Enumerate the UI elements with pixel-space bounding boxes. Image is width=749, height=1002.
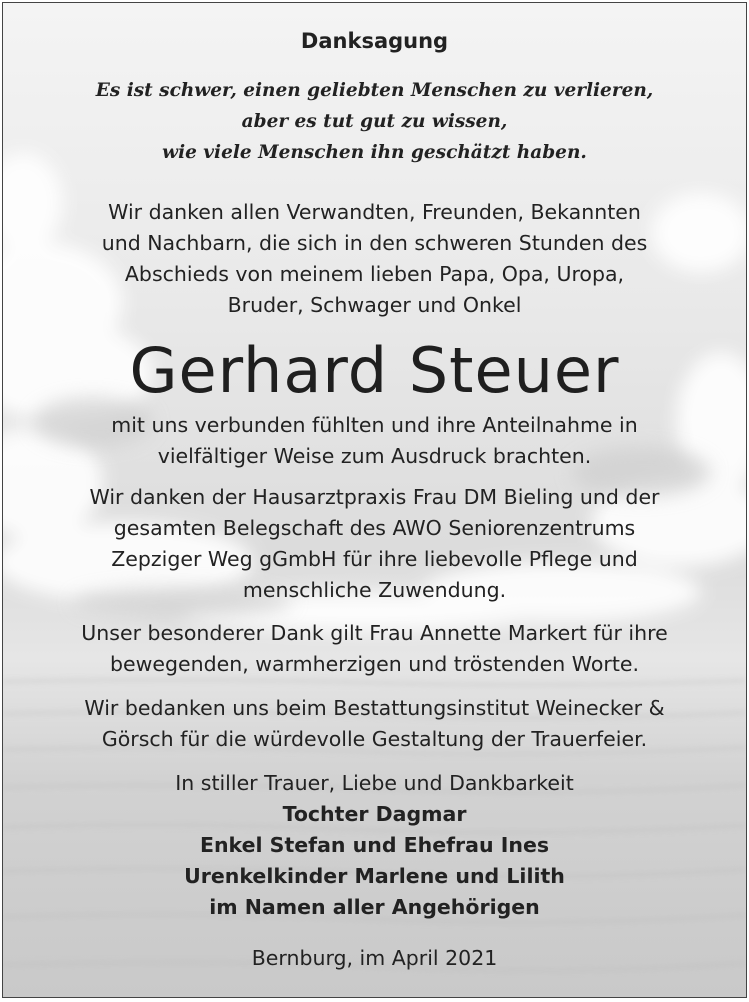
text-line: und Nachbarn, die sich in den schweren Stunden des <box>101 231 648 255</box>
after-name-paragraph <box>3 410 746 472</box>
text-line: Bruder, Schwager und Onkel <box>227 293 522 317</box>
text-line: menschliche Zuwendung. <box>242 578 507 602</box>
mourner-line: Enkel Stefan und Ehefrau Ines <box>199 833 550 857</box>
deceased-name: Gerhard Steuer <box>129 334 620 407</box>
place-date: Bernburg, im April 2021 <box>251 946 498 970</box>
intro-paragraph <box>3 197 746 321</box>
text-line: Zepziger Weg gGmbH für ihre liebevolle Pflege und <box>111 547 638 571</box>
text-line: bewegenden, warmherzigen und tröstenden Worte. <box>110 652 639 676</box>
speaker-thanks-paragraph <box>3 618 746 680</box>
text-line: Wir bedanken uns beim Bestattungsinstitut Weinecker & <box>84 696 665 720</box>
mourner-line: Urenkelkinder Marlene und Lilith <box>184 864 565 888</box>
poem-line: aber es tut gut zu wissen, <box>241 111 508 132</box>
poem-line: wie viele Menschen ihn geschätzt haben. <box>162 142 587 163</box>
mourner-line: Tochter Dagmar <box>282 802 467 826</box>
closing-line: In stiller Trauer, Liebe und Dankbarkeit <box>175 771 574 795</box>
notice-title: Danksagung <box>300 29 449 53</box>
text-line: Görsch für die würdevolle Gestaltung der Trauerfeier. <box>101 727 648 751</box>
mourner-line: im Namen aller Angehörigen <box>209 895 540 919</box>
obituary-notice <box>2 2 747 998</box>
text-line: gesamten Belegschaft des AWO Seniorenzentrums <box>113 516 636 540</box>
text-line: Wir danken allen Verwandten, Freunden, Bekannten <box>108 200 641 224</box>
text-line: Unser besonderer Dank gilt Frau Annette Markert für ihre <box>81 621 668 645</box>
text-line: mit uns verbunden fühlten und ihre Anteilnahme in <box>111 413 638 437</box>
funeral-thanks-paragraph <box>3 693 746 755</box>
poem-quote <box>3 75 746 168</box>
poem-line: Es ist schwer, einen geliebten Menschen zu verlieren, <box>95 80 654 101</box>
care-thanks-paragraph <box>3 482 746 606</box>
text-line: Abschieds von meinem lieben Papa, Opa, Uropa, <box>124 262 625 286</box>
mourners-block <box>3 768 746 923</box>
text-line: Wir danken der Hausarztpraxis Frau DM Bieling und der <box>89 485 660 509</box>
text-line: vielfältiger Weise zum Ausdruck brachten. <box>157 444 592 468</box>
